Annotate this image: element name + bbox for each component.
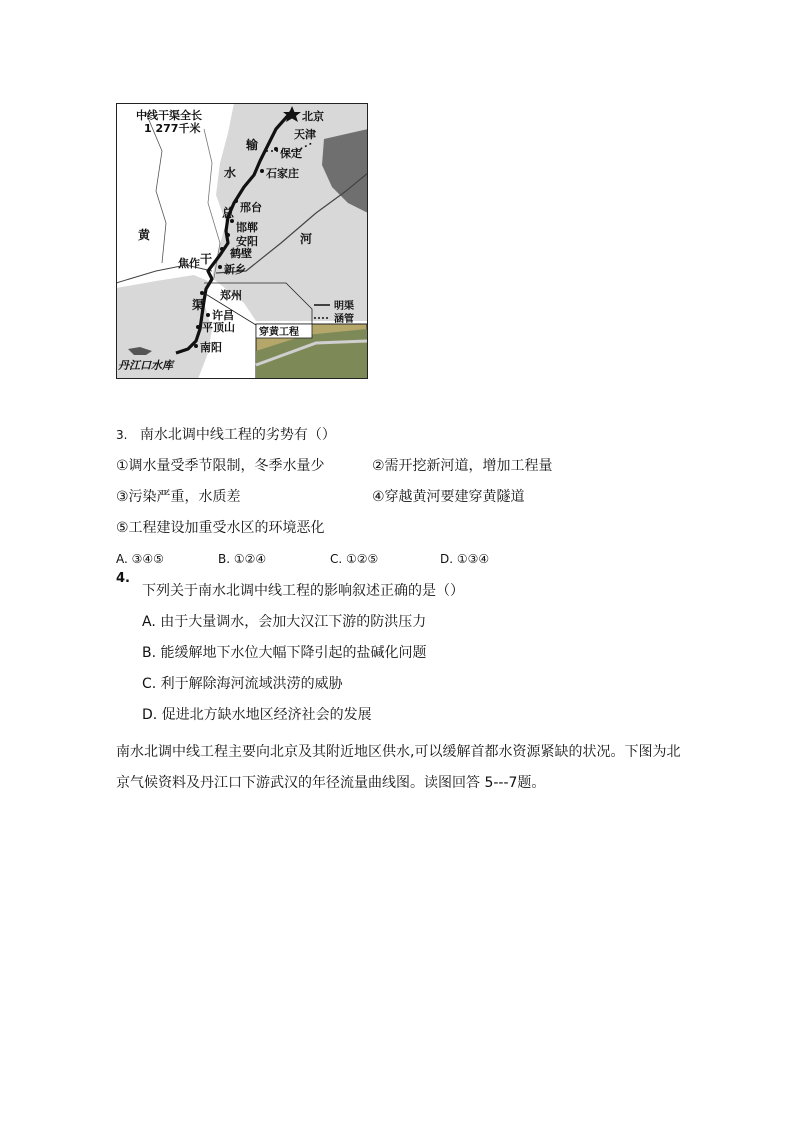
map-title-line1: 中线干渠全长: [136, 109, 202, 122]
q3-item-2: ②需开挖新河道，增加工程量: [372, 458, 553, 474]
city-dot: [220, 247, 224, 251]
intro-paragraph: 南水北调中线工程主要向北京及其附近地区供水,可以缓解首都水资源紧缺的状况。下图为北京气候资料及丹江口下游武汉的年径流量曲线图。读图回答 5---7题。: [116, 744, 681, 791]
label-huang: 黄: [138, 228, 151, 242]
q4-option-b[interactable]: B. 能缓解地下水位大幅下降引起的盐碱化问题: [142, 645, 427, 661]
label-anyang: 安阳: [236, 235, 258, 248]
city-dot: [206, 313, 210, 317]
q3-item-4: ④穿越黄河要建穿黄隧道: [372, 489, 525, 505]
q4-number: 4.: [116, 571, 130, 586]
label-hebi: 鹤壁: [230, 247, 252, 260]
city-dot: [194, 344, 198, 348]
city-dot: [226, 233, 230, 237]
q4-stem: 下列关于南水北调中线工程的影响叙述正确的是（）: [142, 583, 464, 599]
label-xinxiang: 新乡: [224, 263, 246, 276]
q4-option-c[interactable]: C. 利于解除海河流域洪涝的威胁: [142, 676, 343, 692]
label-xuchang: 许昌: [212, 309, 234, 322]
label-baoding: 保定: [280, 147, 302, 160]
q3-choice-c[interactable]: C. ①②⑤: [330, 552, 379, 566]
q3-choice-d[interactable]: D. ①③④: [440, 552, 490, 566]
label-jiaozuo: 焦作: [178, 257, 200, 270]
q3-item-1: ①调水量受季节限制，冬季水量少: [116, 458, 325, 474]
q4-option-a[interactable]: A. 由于大量调水，会加大汉江下游的防洪压力: [142, 614, 427, 630]
q4-option-d[interactable]: D. 促进北方缺水地区经济社会的发展: [142, 707, 372, 723]
route-map-svg: [116, 103, 368, 379]
q3-stem-line: [116, 425, 336, 445]
city-dot: [218, 265, 222, 269]
legend-culvert: 涵管: [334, 314, 354, 325]
q3-choice-a[interactable]: A. ③④⑤: [116, 552, 164, 566]
city-dot: [200, 291, 204, 295]
label-zhengzhou: 郑州: [220, 289, 242, 302]
label-handan: 邯郸: [236, 221, 258, 234]
label-qu: 渠: [192, 298, 205, 312]
city-dot: [234, 199, 238, 203]
label-pingdingshan: 平顶山: [202, 321, 235, 334]
label-beijing: 北京: [302, 110, 324, 123]
label-xingtai: 邢台: [240, 201, 262, 214]
label-gan: 干: [200, 252, 213, 266]
route-map: [116, 103, 368, 379]
inset-label: 穿黄工程: [259, 327, 299, 338]
label-he: 河: [300, 232, 313, 246]
city-dot: [260, 169, 264, 173]
q3-number: 3.: [116, 428, 128, 442]
q3-item-3: ③污染严重，水质差: [116, 489, 241, 505]
map-title-line2: 1 277千米: [144, 122, 201, 135]
label-danjiangkou: 丹江口水库: [118, 359, 173, 372]
q3-item-5: ⑤工程建设加重受水区的环境恶化: [116, 520, 325, 536]
q3-choice-b[interactable]: B. ①②④: [218, 552, 267, 566]
label-nanyang: 南阳: [200, 341, 222, 354]
label-shui: 水: [224, 166, 237, 180]
label-shu: 输: [246, 138, 259, 152]
label-tianjin: 天津: [294, 128, 316, 141]
label-shijiazhuang: 石家庄: [266, 167, 299, 180]
legend-open-channel: 明渠: [334, 301, 354, 312]
city-dot: [274, 147, 278, 151]
city-dot: [196, 325, 200, 329]
label-zong: 总: [222, 206, 235, 220]
q3-stem: 南水北调中线工程的劣势有（）: [139, 427, 336, 443]
